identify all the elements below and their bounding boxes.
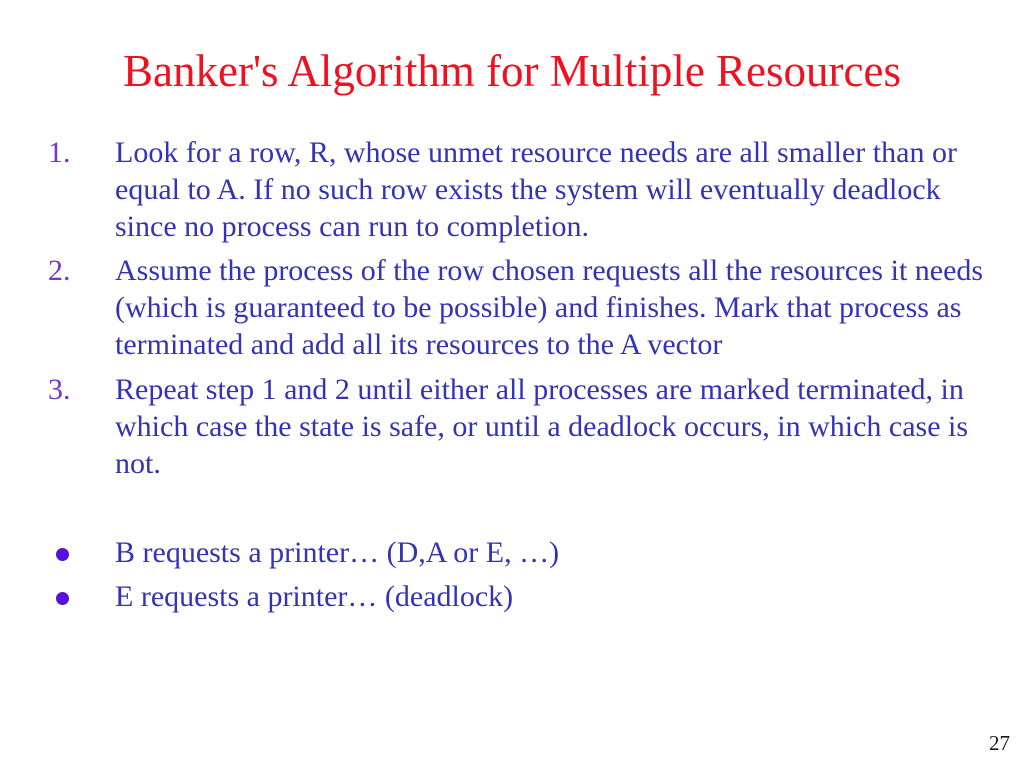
bullet-dot-icon [56,548,69,561]
page-number: 27 [989,731,1010,755]
list-number: 3. [48,373,71,407]
slide-title: Banker's Algorithm for Multiple Resources [123,46,901,96]
list-item-text: Look for a row, R, whose unmet resource needs are all smaller than or equal to A. If no such row exists the system will eventually deadlock since no process can run to completion. [115,135,957,243]
bullet-item-text: E requests a printer… (deadlock) [115,579,514,613]
list-number: 1. [48,135,71,169]
bullet-list [48,535,984,616]
list-item-text: Repeat step 1 and 2 until either all processes are marked terminated, in which case the state is safe, or until a deadlock occurs, in which case is not. [115,373,969,480]
bullet-dot-icon [56,592,69,605]
bullet-marker [48,535,115,561]
numbered-item-3 [48,372,984,483]
slide-body [0,135,1024,616]
list-item-text: Assume the process of the row chosen requests all the resources it needs (which is guaranteed to be possible) and finishes. Mark that process as terminated and add all its resources to the A vector [115,254,984,362]
numbered-item-1 [48,135,984,246]
bullet-item-1 [48,535,984,572]
bullet-item-2 [48,579,984,616]
bullet-item-text: B requests a printer… (D,A or E, …) [115,535,560,569]
numbered-item-2 [48,253,984,364]
bullet-marker [48,579,115,605]
list-number: 2. [48,254,71,288]
